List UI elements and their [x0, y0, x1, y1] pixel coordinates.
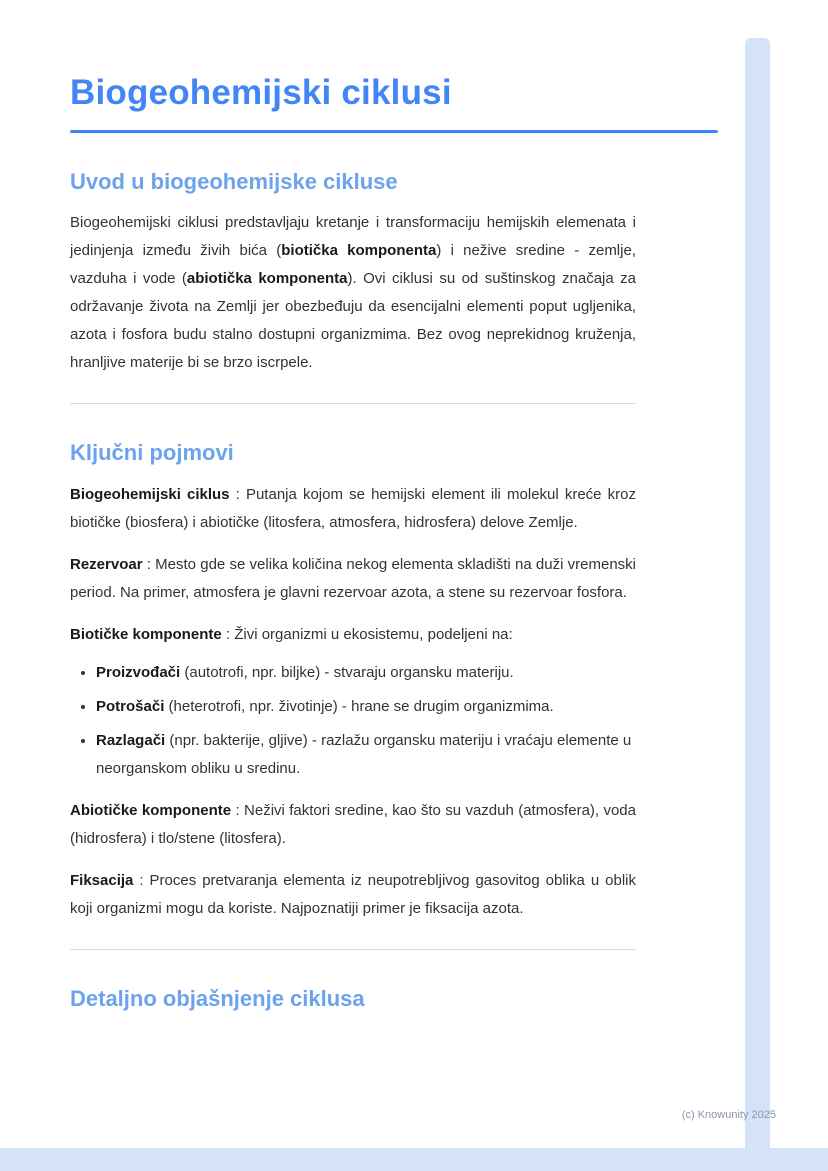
list-item — [96, 659, 636, 687]
list-item — [96, 693, 636, 721]
copyright-notice: (c) Knowunity 2025 — [681, 1109, 776, 1121]
term-definition: : Mesto gde se velika količina nekog elementa skladišti na duži vremenski period. Na primer, atmosfera je glavni rezervoar azota, a stene su rezervoar fosfora. — [70, 555, 636, 601]
term-definition: : Proces pretvaranja elementa iz neupotrebljivog gasovitog oblika u oblik koji organizmi mogu da koriste. Najpoznatiji primer je fiksacija azota. — [70, 871, 636, 917]
term-definition: : Putanja kojom se hemijski element ili molekul kreće kroz biotičke (biosfera) i abiotičke (litosfera, atmosfera, hidrosfera) delove Zemlje. — [70, 485, 636, 531]
title-rule — [70, 130, 718, 133]
section-heading-intro: Uvod u biogeohemijske cikluse — [70, 169, 398, 194]
section-heading-detail: Detaljno objašnjenje ciklusa — [70, 985, 365, 1011]
text-fragment: ). Ovi ciklusi su od suštinskog značaja za održavanje života na Zemlji jer obezbeđuju da esencijalni elementi poput ugljenika, azota i fosfora budu stalno dostupni organizmima. Bez ovog neprekidnog kruženja, hranljive materije bi se brzo iscrpele. — [70, 270, 636, 372]
term-paragraph — [70, 797, 636, 853]
section-heading-key-terms: Ključni pojmovi — [70, 440, 234, 466]
term-label: Razlagači — [96, 731, 166, 749]
list-item — [96, 727, 636, 783]
right-accent-stripe — [745, 38, 770, 1171]
bold-term: abiotička komponenta — [186, 270, 348, 288]
term-label: Proizvođači — [96, 663, 181, 681]
term-label: Biogeohemijski ciklus — [70, 485, 230, 503]
bold-term: biotička komponenta — [281, 242, 437, 260]
term-definition: (heterotrofi, npr. životinje) - hrane se drugim organizmima. — [164, 697, 554, 715]
term-label: Potrošači — [96, 697, 165, 715]
term-paragraph — [70, 551, 636, 607]
term-label: Abiotičke komponente — [70, 801, 232, 819]
term-label: Biotičke komponente — [70, 625, 222, 643]
document-content — [70, 0, 636, 1012]
term-definition: : Živi organizmi u ekosistemu, podeljeni na: — [221, 625, 513, 643]
section-divider — [70, 949, 636, 950]
biotic-components-list — [70, 659, 636, 783]
term-paragraph — [70, 481, 636, 537]
intro-paragraph — [70, 209, 636, 377]
term-paragraph — [70, 621, 636, 649]
term-definition: (autotrofi, npr. biljke) - stvaraju organsku materiju. — [180, 663, 514, 681]
term-label: Rezervoar — [70, 555, 143, 573]
term-paragraph — [70, 867, 636, 923]
term-definition: (npr. bakterije, gljive) - razlažu organsku materiju i vraćaju elemente u neorganskom obliku u sredinu. — [96, 731, 632, 777]
section-divider — [70, 403, 636, 404]
term-label: Fiksacija — [70, 871, 134, 889]
text-fragment: ) i nežive sredine - zemlje, vazduha i vode ( — [70, 242, 636, 288]
text-fragment: Biogeohemijski ciklusi predstavljaju kretanje i transformaciju hemijskih elemenata i jedinjenja između živih bića ( — [70, 214, 636, 260]
term-definition: : Neživi faktori sredine, kao što su vazduh (atmosfera), voda (hidrosfera) i tlo/stene (litosfera). — [70, 801, 636, 847]
bottom-accent-stripe — [0, 1148, 828, 1171]
page-title: Biogeohemijski ciklusi — [70, 73, 452, 112]
